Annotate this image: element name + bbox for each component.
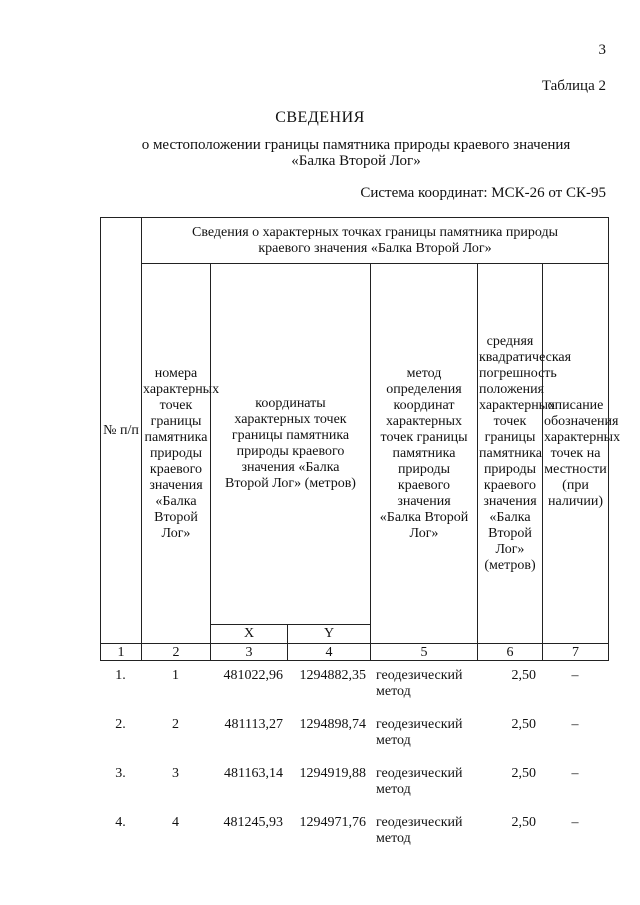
method: геодезический метод (376, 668, 463, 699)
description: – (571, 668, 579, 683)
coordinate-system: Система координат: МСК-26 от СК-95 (360, 185, 606, 201)
point-number: 3 (172, 766, 179, 781)
boundary-points-table-body (100, 668, 608, 864)
method: геодезический метод (376, 766, 463, 797)
header-cell-error: средняя квадратическая погрешность положения характерных точек границы памятника природы краевого значения «Балка Второй Лог» (метров) (478, 264, 543, 644)
table-row (100, 668, 608, 717)
point-number: 4 (172, 815, 179, 830)
index-cell: 4 (288, 644, 371, 661)
coord-x: 481163,14 (224, 766, 283, 781)
table-row (100, 717, 608, 766)
row-number: 4. (115, 815, 126, 830)
header-cell-group: Сведения о характерных точках границы памятника природы краевого значения «Балка Второй Лог» (142, 218, 609, 264)
description: – (571, 717, 579, 732)
coord-y: 1294898,74 (299, 717, 366, 732)
method: геодезический метод (376, 815, 463, 846)
index-cell: 5 (371, 644, 478, 661)
error: 2,50 (511, 717, 536, 732)
coord-y: 1294882,35 (299, 668, 366, 683)
description: – (571, 815, 579, 830)
subtitle-line-1: о местоположении границы памятника природы краевого значения (141, 137, 571, 153)
boundary-points-table-header (100, 217, 621, 661)
header-cell-coordinates: координаты характерных точек границы памятника природы краевого значения «Балка Второй Лог» (метров) (211, 264, 371, 625)
coord-y: 1294919,88 (299, 766, 366, 781)
header-cell-method: метод определения координат характерных точек границы памятника природы краевого значения «Балка Второй Лог» (371, 264, 478, 644)
row-number: 2. (115, 717, 126, 732)
index-cell: 7 (543, 644, 609, 661)
table-row (100, 766, 608, 815)
index-cell: 2 (142, 644, 211, 661)
coord-x: 481022,96 (223, 668, 283, 683)
point-number: 2 (172, 717, 179, 732)
subtitle-line-2: «Балка Второй Лог» (291, 153, 421, 169)
method: геодезический метод (376, 717, 463, 748)
index-cell: 3 (211, 644, 288, 661)
description: – (571, 766, 579, 781)
error: 2,50 (511, 668, 536, 683)
header-cell-y: Y (288, 625, 371, 644)
row-number: 3. (115, 766, 126, 781)
page-number: 3 (598, 42, 606, 58)
header-cell-x: X (211, 625, 288, 644)
error: 2,50 (511, 766, 536, 781)
header-cell-point-numbers: номера характерных точек границы памятника природы краевого значения «Балка Второй Лог» (142, 264, 211, 644)
row-number: 1. (115, 668, 126, 683)
document-subtitle (0, 137, 640, 169)
index-cell: 6 (478, 644, 543, 661)
coord-y: 1294971,76 (299, 815, 366, 830)
index-cell: 1 (101, 644, 142, 661)
header-cell-number: № п/п (101, 218, 142, 644)
header-cell-description: описание обозначения характерных точек на местности (при наличии) (543, 264, 609, 644)
document-title: СВЕДЕНИЯ (275, 109, 365, 126)
point-number: 1 (172, 668, 179, 683)
error: 2,50 (511, 815, 536, 830)
table-row (100, 815, 608, 864)
table-label: Таблица 2 (541, 78, 606, 94)
coord-x: 481113,27 (224, 717, 283, 732)
coord-x: 481245,93 (223, 815, 283, 830)
